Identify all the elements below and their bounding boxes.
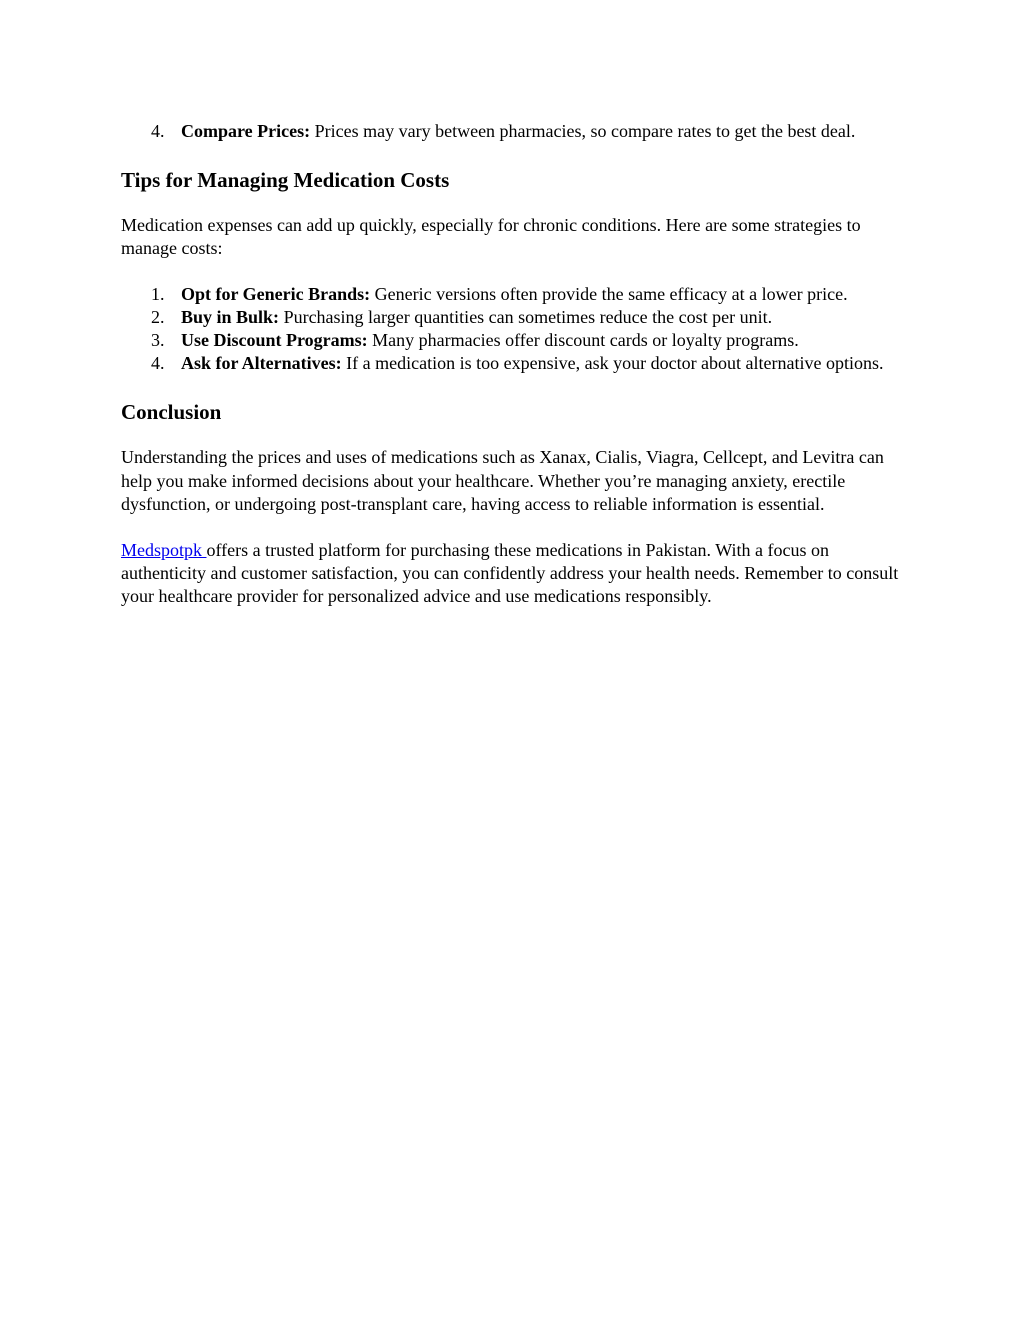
list-item [121,352,901,375]
conclusion-paragraph: Understanding the prices and uses of medications such as Xanax, Cialis, Viagra, Cellcept, and Levitra can help you make informed decisions about your healthcare. Whether you’re managing anxiety, erectile dysfunction, or undergoing post-transplant care, having access to reliable information is essential. [121,447,884,514]
tips-list [121,283,901,376]
list-item-term: Ask for Alternatives: [181,353,342,374]
compare-prices-list [121,120,901,143]
medspotpk-link[interactable]: Medspotpk [121,540,207,561]
tips-heading: Tips for Managing Medication Costs [121,168,450,193]
list-item-number: 4. [151,121,165,141]
list-item [121,329,901,352]
list-item [121,120,901,143]
list-item-text: Generic versions often provide the same efficacy at a lower price. [370,283,848,304]
list-item-number: 2. [151,306,165,327]
list-item-number: 1. [151,283,165,304]
list-item-term: Opt for Generic Brands: [181,283,371,304]
list-item [121,283,901,306]
list-item-term: Buy in Bulk: [181,306,280,327]
list-item-text: Many pharmacies offer discount cards or loyalty programs. [367,330,799,351]
list-item-number: 4. [151,353,165,374]
list-item-number: 3. [151,330,165,351]
list-item-term: Compare Prices: [181,121,311,141]
medspotpk-paragraph-text: offers a trusted platform for purchasing these medications in Pakistan. With a focus on authenticity and customer satisfaction, you can confidently address your health needs. Remember to consult your healthcare provider for personalized advice and use medications responsibly. [121,540,899,607]
medspotpk-paragraph [121,539,901,609]
conclusion-heading: Conclusion [121,400,222,425]
tips-intro-paragraph: Medication expenses can add up quickly, especially for chronic conditions. Here are some strategies to manage costs: [121,215,861,259]
list-item-text: Prices may vary between pharmacies, so compare rates to get the best deal. [310,121,856,141]
list-item-term: Use Discount Programs: [181,330,368,351]
list-item-text: If a medication is too expensive, ask your doctor about alternative options. [341,353,884,374]
list-item-text: Purchasing larger quantities can sometimes reduce the cost per unit. [279,306,773,327]
document-page [121,120,901,609]
list-item [121,306,901,329]
